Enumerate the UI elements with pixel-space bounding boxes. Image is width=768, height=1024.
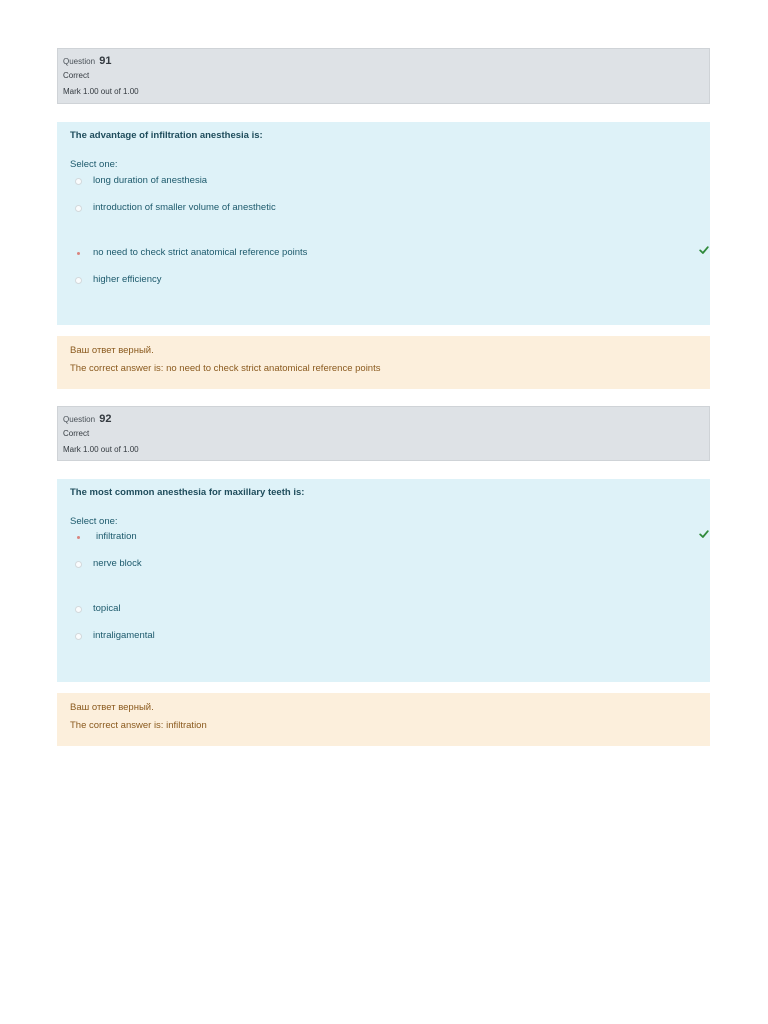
question-text: The most common anesthesia for maxillary teeth is: xyxy=(70,487,305,498)
answer-option[interactable] xyxy=(75,630,695,644)
answer-option-label: intraligamental xyxy=(93,630,155,641)
answer-option-selected[interactable] xyxy=(75,531,695,545)
radio-button[interactable] xyxy=(75,205,82,212)
feedback-text: Ваш ответ верный. xyxy=(70,345,154,356)
feedback-box xyxy=(57,336,710,389)
question-number-value: 92 xyxy=(99,413,112,425)
answer-option[interactable] xyxy=(75,558,695,572)
question-state: Correct xyxy=(63,71,90,80)
check-icon xyxy=(699,245,709,255)
answer-prompt: Select one: xyxy=(70,159,118,170)
radio-button-checked[interactable] xyxy=(75,534,82,541)
question-info xyxy=(57,48,710,104)
answer-option-selected[interactable] xyxy=(75,247,695,261)
answer-option[interactable] xyxy=(75,175,695,189)
question-info xyxy=(57,406,710,461)
answer-option-label: nerve block xyxy=(93,558,142,569)
radio-button[interactable] xyxy=(75,178,82,185)
answer-option-label: infiltration xyxy=(96,531,137,542)
feedback-text: Ваш ответ верный. xyxy=(70,702,154,713)
answer-option-label: long duration of anesthesia xyxy=(93,175,208,186)
check-icon xyxy=(699,529,709,539)
answer-option-label: introduction of smaller volume of anesthetic xyxy=(93,202,276,213)
question-grade: Mark 1.00 out of 1.00 xyxy=(63,445,139,454)
question-text: The advantage of infiltration anesthesia is: xyxy=(70,130,263,141)
question-number: Question 91 xyxy=(63,55,112,67)
question-formulation xyxy=(57,122,710,325)
question-number-value: 91 xyxy=(99,55,112,67)
question-number: Question 92 xyxy=(63,413,112,425)
right-answer-text: The correct answer is: infiltration xyxy=(70,720,207,731)
radio-button[interactable] xyxy=(75,561,82,568)
radio-button[interactable] xyxy=(75,606,82,613)
feedback-box xyxy=(57,693,710,746)
answer-prompt: Select one: xyxy=(70,516,118,527)
answer-option-label: topical xyxy=(93,603,121,614)
question-grade: Mark 1.00 out of 1.00 xyxy=(63,87,139,96)
answer-option[interactable] xyxy=(75,603,695,617)
radio-button-checked[interactable] xyxy=(75,250,82,257)
radio-button[interactable] xyxy=(75,277,82,284)
answer-option[interactable] xyxy=(75,202,695,216)
answer-option-label: higher efficiency xyxy=(93,274,162,285)
question-state: Correct xyxy=(63,429,90,438)
answer-option[interactable] xyxy=(75,274,695,288)
answer-option-label: no need to check strict anatomical reference points xyxy=(93,247,308,258)
question-formulation xyxy=(57,479,710,682)
right-answer-text: The correct answer is: no need to check strict anatomical reference points xyxy=(70,363,381,374)
radio-button[interactable] xyxy=(75,633,82,640)
